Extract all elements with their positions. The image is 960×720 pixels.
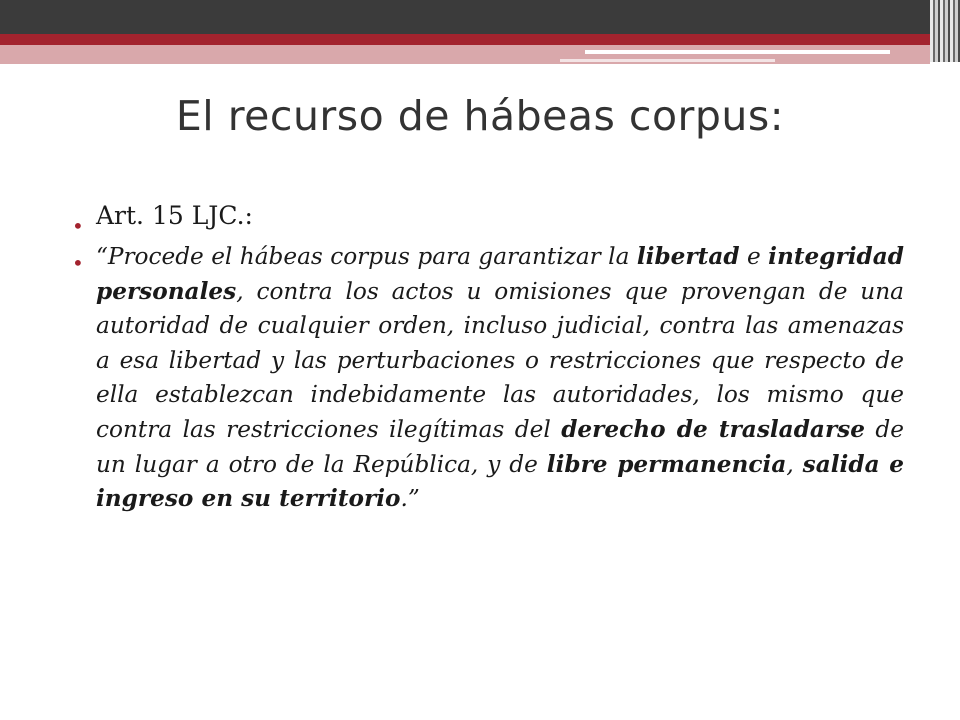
bullet-text-article: Art. 15 LJC.: xyxy=(96,201,253,230)
slide-body xyxy=(72,196,904,517)
bullet-item-quote xyxy=(72,240,904,517)
quote-emphasis-derecho-trasladarse: derecho de trasladarse xyxy=(561,415,865,443)
quote-segment: de un lugar a otro de la República, y de xyxy=(96,415,904,478)
quote-segment: , xyxy=(786,450,803,478)
quote-emphasis-integridad: integridad personales xyxy=(96,243,904,305)
quote-emphasis-salida-ingreso: salida e ingreso en su territorio xyxy=(96,450,904,513)
quote-segment: .” xyxy=(400,485,420,513)
slide-title: El recurso de hábeas corpus: xyxy=(175,92,785,140)
quote-emphasis-libertad: libertad xyxy=(636,243,740,270)
quote-emphasis-libre-permanencia: libre permanencia xyxy=(546,450,787,478)
header-dark-bar xyxy=(0,0,960,34)
bullet-icon: • xyxy=(72,251,84,275)
quote-segment: “Procede el hábeas corpus para garantizar la xyxy=(96,243,637,270)
header-red-band xyxy=(0,34,930,45)
header-edge-lines xyxy=(930,0,960,62)
bullet-item-article xyxy=(72,196,904,236)
header-highlight-stripe-lower xyxy=(560,59,775,62)
header-highlight-stripe xyxy=(585,50,890,54)
header-pink-band xyxy=(0,45,930,64)
quote-segment: e xyxy=(739,243,769,270)
quote-segment: , contra los actos u omisiones que provengan de una autoridad de cualquier orden, incluso judicial, contra las amenazas a esa libertad y las perturbaciones o restricciones que respecto de ella establezcan indebidamente las autoridades, los mismo que contra las restricciones ilegítimas del xyxy=(96,277,904,443)
quote-text xyxy=(96,243,904,512)
bullet-icon: • xyxy=(72,214,84,238)
